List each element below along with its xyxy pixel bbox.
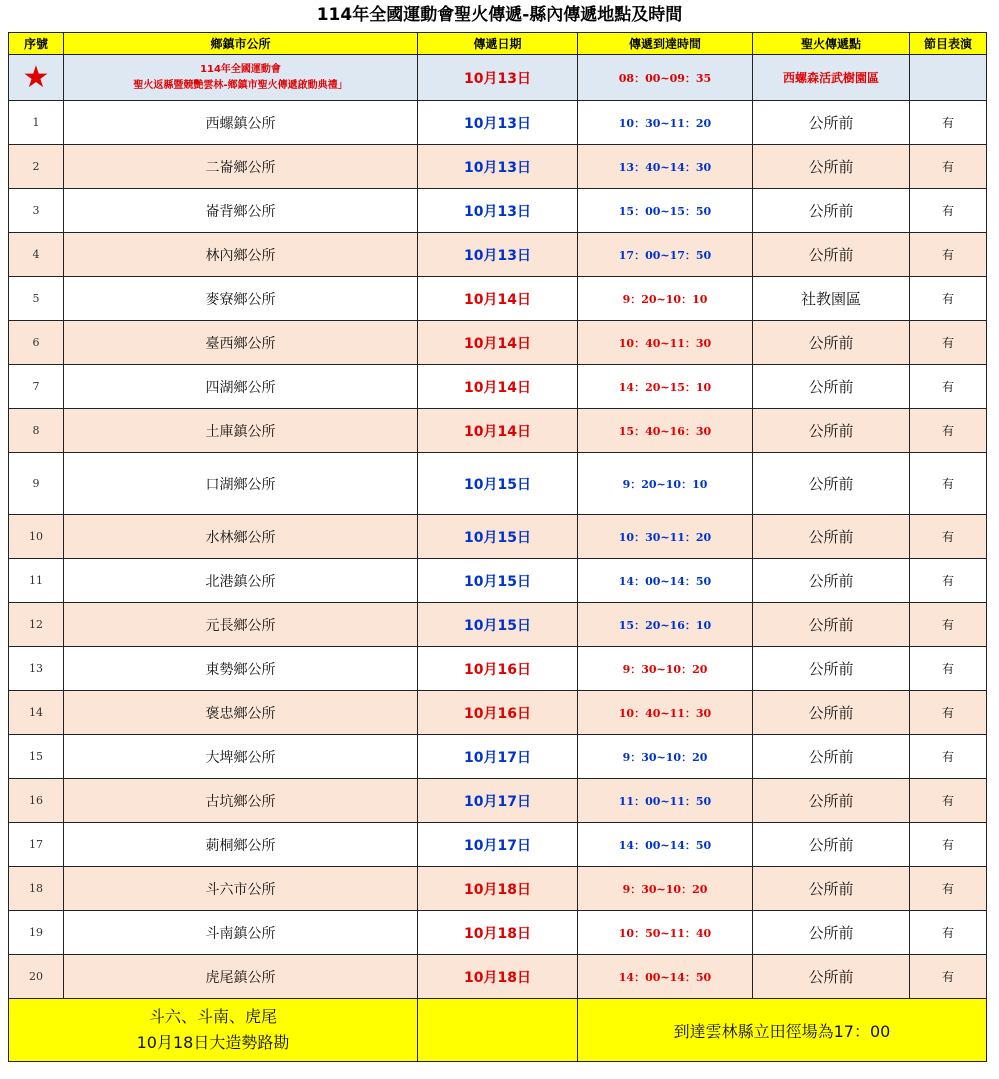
header-performance: 節目表演 bbox=[910, 33, 987, 55]
table-row bbox=[9, 955, 987, 999]
row-num: 16 bbox=[9, 779, 64, 823]
table-row bbox=[9, 365, 987, 409]
row-time: 11：00~11：50 bbox=[578, 779, 753, 823]
row-date: 10月13日 bbox=[418, 145, 578, 189]
row-time: 10：30~11：20 bbox=[578, 515, 753, 559]
row-date: 10月13日 bbox=[418, 101, 578, 145]
row-office: 虎尾鎮公所 bbox=[64, 955, 418, 999]
row-location: 公所前 bbox=[753, 603, 910, 647]
row-time: 10：30~11：20 bbox=[578, 101, 753, 145]
row-time: 9：30~10：20 bbox=[578, 867, 753, 911]
row-performance: 有 bbox=[910, 911, 987, 955]
row-date: 10月18日 bbox=[418, 955, 578, 999]
row-performance: 有 bbox=[910, 691, 987, 735]
row-location: 公所前 bbox=[753, 867, 910, 911]
row-date: 10月14日 bbox=[418, 365, 578, 409]
table-row bbox=[9, 691, 987, 735]
table-row bbox=[9, 453, 987, 515]
row-location: 公所前 bbox=[753, 101, 910, 145]
row-time: 9：20~10：10 bbox=[578, 277, 753, 321]
table-row bbox=[9, 559, 987, 603]
row-office: 口湖鄉公所 bbox=[64, 453, 418, 515]
row-date: 10月15日 bbox=[418, 515, 578, 559]
row-office: 土庫鎮公所 bbox=[64, 409, 418, 453]
row-office: 麥寮鄉公所 bbox=[64, 277, 418, 321]
row-num: 19 bbox=[9, 911, 64, 955]
row-num: 7 bbox=[9, 365, 64, 409]
row-time: 14：00~14：50 bbox=[578, 559, 753, 603]
ceremony-location: 西螺森活武樹園區 bbox=[753, 55, 910, 101]
row-office: 東勢鄉公所 bbox=[64, 647, 418, 691]
table-row bbox=[9, 145, 987, 189]
ceremony-time: 08：00~09：35 bbox=[578, 55, 753, 101]
row-date: 10月18日 bbox=[418, 911, 578, 955]
row-office: 林內鄉公所 bbox=[64, 233, 418, 277]
row-performance: 有 bbox=[910, 233, 987, 277]
row-performance: 有 bbox=[910, 515, 987, 559]
row-office: 斗六市公所 bbox=[64, 867, 418, 911]
row-time: 10：50~11：40 bbox=[578, 911, 753, 955]
ceremony-name-line2: 聖火返縣暨競艷雲林-鄉鎮市聖火傳遞啟動典禮」 bbox=[133, 79, 348, 91]
row-date: 10月17日 bbox=[418, 779, 578, 823]
row-office: 二崙鄉公所 bbox=[64, 145, 418, 189]
ceremony-name bbox=[64, 55, 418, 101]
row-location: 公所前 bbox=[753, 779, 910, 823]
ceremony-name-line1: 114年全國運動會 bbox=[200, 63, 281, 75]
row-office: 臺西鄉公所 bbox=[64, 321, 418, 365]
row-location: 社教園區 bbox=[753, 277, 910, 321]
table-row bbox=[9, 603, 987, 647]
row-location: 公所前 bbox=[753, 321, 910, 365]
row-num: 9 bbox=[9, 453, 64, 515]
row-num: 2 bbox=[9, 145, 64, 189]
footer-empty-cell bbox=[418, 999, 578, 1062]
row-num: 3 bbox=[9, 189, 64, 233]
row-location: 公所前 bbox=[753, 515, 910, 559]
row-performance: 有 bbox=[910, 409, 987, 453]
row-num: 4 bbox=[9, 233, 64, 277]
row-performance: 有 bbox=[910, 189, 987, 233]
row-location: 公所前 bbox=[753, 145, 910, 189]
table-row bbox=[9, 277, 987, 321]
row-num: 18 bbox=[9, 867, 64, 911]
row-num: 6 bbox=[9, 321, 64, 365]
row-performance: 有 bbox=[910, 365, 987, 409]
row-date: 10月14日 bbox=[418, 321, 578, 365]
row-office: 四湖鄉公所 bbox=[64, 365, 418, 409]
table-row bbox=[9, 515, 987, 559]
row-date: 10月17日 bbox=[418, 735, 578, 779]
header-time: 傳遞到達時間 bbox=[578, 33, 753, 55]
row-location: 公所前 bbox=[753, 955, 910, 999]
row-time: 13：40~14：30 bbox=[578, 145, 753, 189]
row-location: 公所前 bbox=[753, 233, 910, 277]
row-location: 公所前 bbox=[753, 647, 910, 691]
row-date: 10月13日 bbox=[418, 233, 578, 277]
row-location: 公所前 bbox=[753, 189, 910, 233]
row-num: 11 bbox=[9, 559, 64, 603]
footer-arrival: 到達雲林縣立田徑場為17：00 bbox=[578, 999, 987, 1062]
header-office: 鄉鎮市公所 bbox=[64, 33, 418, 55]
row-performance: 有 bbox=[910, 277, 987, 321]
row-time: 9：30~10：20 bbox=[578, 735, 753, 779]
row-time: 9：20~10：10 bbox=[578, 453, 753, 515]
row-num: 20 bbox=[9, 955, 64, 999]
row-num: 1 bbox=[9, 101, 64, 145]
row-num: 17 bbox=[9, 823, 64, 867]
row-performance: 有 bbox=[910, 559, 987, 603]
page-title: 114年全國運動會聖火傳遞-縣內傳遞地點及時間 bbox=[316, 5, 683, 25]
row-date: 10月18日 bbox=[418, 867, 578, 911]
row-office: 西螺鎮公所 bbox=[64, 101, 418, 145]
row-performance: 有 bbox=[910, 321, 987, 365]
footer-note-line1: 斗六、斗南、虎尾 bbox=[148, 1007, 277, 1026]
star-icon: ★ bbox=[22, 59, 50, 95]
row-date: 10月14日 bbox=[418, 409, 578, 453]
row-date: 10月14日 bbox=[418, 277, 578, 321]
row-location: 公所前 bbox=[753, 453, 910, 515]
row-performance: 有 bbox=[910, 101, 987, 145]
row-performance: 有 bbox=[910, 867, 987, 911]
header-date: 傳遞日期 bbox=[418, 33, 578, 55]
row-num: 15 bbox=[9, 735, 64, 779]
table-row bbox=[9, 823, 987, 867]
row-performance: 有 bbox=[910, 823, 987, 867]
row-performance: 有 bbox=[910, 955, 987, 999]
header-location: 聖火傳遞點 bbox=[753, 33, 910, 55]
row-time: 15：20~16：10 bbox=[578, 603, 753, 647]
row-location: 公所前 bbox=[753, 365, 910, 409]
row-performance: 有 bbox=[910, 603, 987, 647]
row-performance: 有 bbox=[910, 145, 987, 189]
table-row bbox=[9, 647, 987, 691]
table-row bbox=[9, 911, 987, 955]
row-time: 10：40~11：30 bbox=[578, 691, 753, 735]
row-performance: 有 bbox=[910, 735, 987, 779]
table-header-row bbox=[9, 33, 987, 55]
row-num: 12 bbox=[9, 603, 64, 647]
ceremony-performance bbox=[910, 55, 987, 101]
table-row bbox=[9, 409, 987, 453]
row-time: 14：20~15：10 bbox=[578, 365, 753, 409]
table-row bbox=[9, 321, 987, 365]
row-performance: 有 bbox=[910, 453, 987, 515]
row-office: 莿桐鄉公所 bbox=[64, 823, 418, 867]
ceremony-star-cell bbox=[9, 55, 64, 101]
ceremony-date: 10月13日 bbox=[418, 55, 578, 101]
row-location: 公所前 bbox=[753, 735, 910, 779]
row-date: 10月15日 bbox=[418, 559, 578, 603]
row-office: 斗南鎮公所 bbox=[64, 911, 418, 955]
table-row bbox=[9, 101, 987, 145]
footer-note bbox=[9, 999, 418, 1062]
row-location: 公所前 bbox=[753, 559, 910, 603]
ceremony-row bbox=[9, 55, 987, 101]
row-date: 10月16日 bbox=[418, 691, 578, 735]
footer-note-line2: 10月18日大造勢路勘 bbox=[136, 1033, 290, 1052]
row-performance: 有 bbox=[910, 647, 987, 691]
row-time: 17：00~17：50 bbox=[578, 233, 753, 277]
row-time: 10：40~11：30 bbox=[578, 321, 753, 365]
row-date: 10月16日 bbox=[418, 647, 578, 691]
table-row bbox=[9, 735, 987, 779]
header-num: 序號 bbox=[9, 33, 64, 55]
row-location: 公所前 bbox=[753, 691, 910, 735]
row-num: 5 bbox=[9, 277, 64, 321]
row-office: 褒忠鄉公所 bbox=[64, 691, 418, 735]
row-location: 公所前 bbox=[753, 911, 910, 955]
table-row bbox=[9, 189, 987, 233]
row-office: 北港鎮公所 bbox=[64, 559, 418, 603]
row-num: 14 bbox=[9, 691, 64, 735]
row-num: 8 bbox=[9, 409, 64, 453]
row-date: 10月17日 bbox=[418, 823, 578, 867]
row-location: 公所前 bbox=[753, 409, 910, 453]
row-time: 15：40~16：30 bbox=[578, 409, 753, 453]
row-office: 古坑鄉公所 bbox=[64, 779, 418, 823]
table-row bbox=[9, 233, 987, 277]
row-location: 公所前 bbox=[753, 823, 910, 867]
row-num: 13 bbox=[9, 647, 64, 691]
row-time: 14：00~14：50 bbox=[578, 955, 753, 999]
row-time: 15：00~15：50 bbox=[578, 189, 753, 233]
row-time: 9：30~10：20 bbox=[578, 647, 753, 691]
row-date: 10月15日 bbox=[418, 453, 578, 515]
table-row bbox=[9, 779, 987, 823]
row-performance: 有 bbox=[910, 779, 987, 823]
row-time: 14：00~14：50 bbox=[578, 823, 753, 867]
row-num: 10 bbox=[9, 515, 64, 559]
row-date: 10月13日 bbox=[418, 189, 578, 233]
row-office: 元長鄉公所 bbox=[64, 603, 418, 647]
row-office: 崙背鄉公所 bbox=[64, 189, 418, 233]
schedule-table bbox=[8, 32, 987, 1062]
row-office: 大埤鄉公所 bbox=[64, 735, 418, 779]
row-date: 10月15日 bbox=[418, 603, 578, 647]
row-office: 水林鄉公所 bbox=[64, 515, 418, 559]
table-row bbox=[9, 867, 987, 911]
footer-row bbox=[9, 999, 987, 1062]
